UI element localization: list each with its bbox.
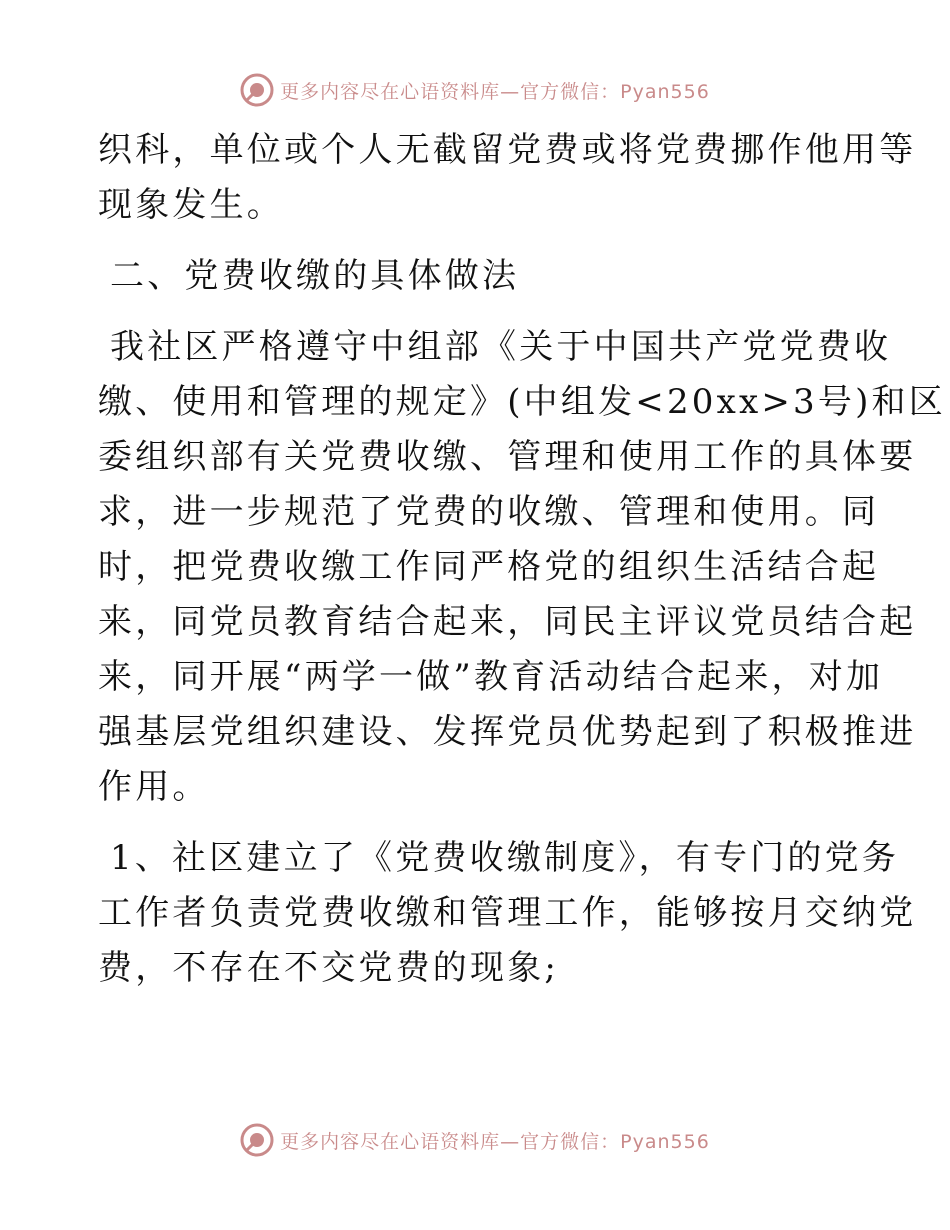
text-line: 来，同开展“两学一做”教育活动结合起来，对加 bbox=[98, 657, 884, 697]
watermark-footer bbox=[0, 1120, 950, 1160]
text-line: 强基层党组织建设、发挥党员优势起到了积极推进 bbox=[98, 712, 917, 752]
paragraph-2 bbox=[98, 320, 946, 815]
paragraph-1 bbox=[98, 123, 917, 233]
text-line: 时，把党费收缴工作同严格党的组织生活结合起 bbox=[98, 547, 880, 587]
text-line: 来，同党员教育结合起来，同民主评议党员结合起 bbox=[98, 602, 917, 642]
text-line: 现象发生。 bbox=[98, 185, 284, 225]
watermark-header bbox=[0, 70, 950, 110]
watermark-text: 更多内容尽在心语资料库—官方微信：Pyan556 bbox=[280, 1130, 710, 1153]
paragraph-3 bbox=[98, 831, 917, 996]
text-line: 缴、使用和管理的规定》(中组发<20xx>3号)和区 bbox=[98, 382, 946, 422]
text-line: 织科，单位或个人无截留党费或将党费挪作他用等 bbox=[98, 130, 917, 170]
watermark-logo-icon bbox=[240, 1123, 274, 1157]
text-line: 1、社区建立了《党费收缴制度》，有专门的党务 bbox=[110, 838, 900, 878]
text-line: 委组织部有关党费收缴、管理和使用工作的具体要 bbox=[98, 437, 917, 477]
heading-text: 二、党费收缴的具体做法 bbox=[110, 256, 520, 296]
text-line: 作用。 bbox=[98, 767, 210, 807]
text-line: 我社区严格遵守中组部《关于中国共产党党费收 bbox=[110, 327, 892, 367]
text-line: 费，不存在不交党费的现象; bbox=[98, 948, 560, 988]
watermark-logo-icon bbox=[240, 73, 274, 107]
text-line: 求，进一步规范了党费的收缴、管理和使用。同 bbox=[98, 492, 880, 532]
text-line: 工作者负责党费收缴和管理工作，能够按月交纳党 bbox=[98, 893, 917, 933]
watermark-text: 更多内容尽在心语资料库—官方微信：Pyan556 bbox=[280, 80, 710, 103]
section-heading bbox=[98, 249, 858, 304]
document-body bbox=[98, 123, 946, 996]
